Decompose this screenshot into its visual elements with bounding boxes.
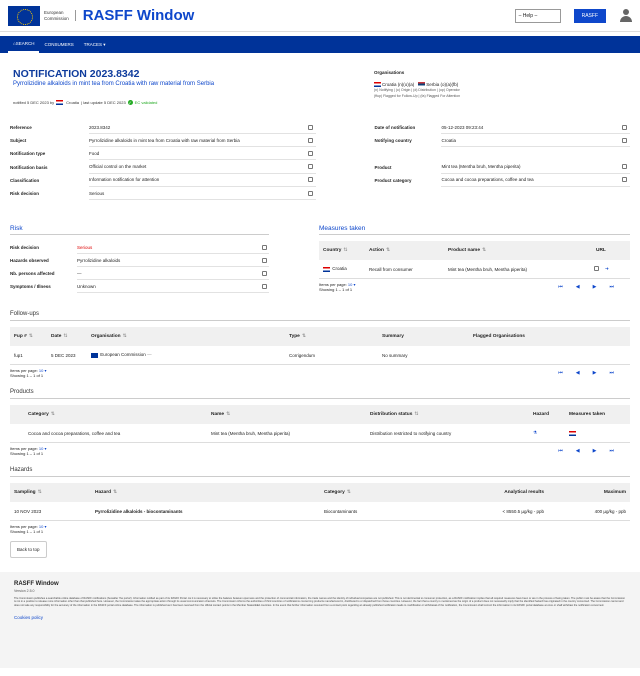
table-row[interactable]: Cocoa and cocoa preparations, coffee and tea Mint tea (Mentha bruh, Mentha piperita) Distribution restricted to notifying country ⚗ xyxy=(10,424,630,443)
prev-page-icon[interactable]: ◀ xyxy=(575,370,580,377)
table-row: Croatia Recall from consumer Mint tea (Mentha bruh, Mentha piperita) ➜ xyxy=(319,260,630,279)
last-page-icon[interactable]: ⏭ xyxy=(609,448,614,455)
next-page-icon[interactable]: ▶ xyxy=(592,370,597,377)
nav-traces[interactable]: TRACES ▾ xyxy=(83,41,106,47)
external-link-icon[interactable]: ➜ xyxy=(605,266,609,272)
prev-page-icon[interactable]: ◀ xyxy=(575,448,580,455)
serbia-flag-icon xyxy=(418,82,425,87)
copy-icon[interactable] xyxy=(308,125,313,130)
sort-icon[interactable]: ⇅ xyxy=(50,412,55,418)
sort-icon[interactable]: ⇅ xyxy=(482,248,487,254)
last-page-icon[interactable]: ⏭ xyxy=(609,370,614,377)
eu-flag-icon xyxy=(91,353,98,358)
nav-consumers[interactable]: CONSUMERS xyxy=(44,42,74,47)
cookies-policy-link[interactable]: Cookies policy xyxy=(14,615,44,621)
eu-logo xyxy=(8,6,40,26)
first-page-icon[interactable]: ⏮ xyxy=(558,448,563,455)
table-row[interactable]: 10 NOV 2023 Pyrrolizidine alkaloids - biocontaminants Biocontaminants < 8550.5 µg/kg - ppb 400 µg/kg - ppb xyxy=(10,502,630,521)
table-row[interactable]: fup1 5 DEC 2023 European Commission — Corrigendum No summary xyxy=(10,346,630,365)
footer: RASFF Window Version 2.5.0 The Commission publishes a searchable online database of RASFF notifications (hereafter 'the portal'). Information notified as part of its RASFF Portal. As it is necessary to strike the balance between openness and the protection of commercial information, the trade names and the identity of individual companies are not published. This is not detrimental to consumer protection, as a RASFF notification implies that all required measures have been or are in the process of being taken. The public must be aware that the Commission is not in a position to release more information other than that published here. However, the Commission takes the appropriate action through its usual communication channels. The Commission informs the authorities of third countries of notifications concerning products manufactured in, distributed to or dispatched from those countries. However, the fact that a country is mentioned as the origin of a product does not necessarily imply that the identified hazard has originated in the country concerned. The Commission cannot and does not take any responsibility for the accuracy of the information in the RASFF portal online database. The information is published as it has been received from the official contact points in the Member States/EEA countries. In the event that further information received from a contact point regarding an already published notification leads to modification or withdrawal of the notification, the Commission shall correct the information in its RASFF portal database at once or shall withdraw the notification concerned. Cookies policy xyxy=(0,572,640,668)
sort-icon[interactable]: ⇅ xyxy=(28,334,33,340)
back-to-top-button[interactable]: Back to top xyxy=(10,541,47,558)
copy-icon[interactable] xyxy=(308,164,313,169)
measures-panel: Measures taken Country ⇅ Action ⇅ Product name ⇅ URL Croatia Recall from consumer Mint tea (Mentha bruh, Mentha piperita) ➜ Items per page: 10 ▾ Showing 1 – 1 of 1 ⏮ ◀ ▶ ⏭ xyxy=(319,223,630,293)
sort-icon[interactable]: ⇅ xyxy=(63,334,68,340)
main-nav xyxy=(0,36,640,53)
items-per-page-select[interactable]: 10 ▾ xyxy=(347,282,356,288)
sort-icon[interactable]: ⇅ xyxy=(113,490,118,496)
copy-icon[interactable] xyxy=(308,177,313,182)
hazards-title: Hazards xyxy=(10,462,630,477)
copy-icon[interactable] xyxy=(262,271,267,276)
rasff-button[interactable]: RASFF xyxy=(574,9,606,23)
pagination: Items per page: 10 ▾ Showing 1 – 1 of 1 ⏮ ◀ ▶ ⏭ xyxy=(10,446,614,457)
first-page-icon[interactable]: ⏮ xyxy=(558,370,563,377)
next-page-icon[interactable]: ▶ xyxy=(592,448,597,455)
copy-icon[interactable] xyxy=(622,177,627,182)
organisations-panel: Organisations Croatia (n)(o)(a) Serbia (o)(a)(fb) (n) Notifying | (o) Origin | (d) Distribution | (op) Operator (ffup) Flagged for Follow-Up | (fa) Flagged For Attention xyxy=(374,70,461,98)
app-header xyxy=(0,0,640,32)
copy-icon[interactable] xyxy=(622,125,627,130)
copy-icon[interactable] xyxy=(594,266,599,271)
left-fields: Reference 2023.8342 Subject Pyrrolizidine alkaloids in mint tea from Croatia with raw material from Serbia Notification type Food Notification basis Official control on the market Classification Information notification for attention Risk decision Serious xyxy=(10,121,316,200)
followups-title: Follow-ups xyxy=(10,306,630,321)
notification-title: NOTIFICATION 2023.8342 xyxy=(13,68,140,80)
notification-meta: notified 5 DEC 2023 by Croatia | last update 5 DEC 2023 ✓ EC validated xyxy=(13,100,158,105)
app-title: RASFF Window xyxy=(82,7,195,24)
croatia-flag-icon xyxy=(56,100,63,105)
prev-page-icon[interactable]: ◀ xyxy=(575,284,580,291)
sort-icon[interactable]: ⇅ xyxy=(122,334,127,340)
pagination: Items per page: 10 ▾ Showing 1 – 1 of 1 ⏮ ◀ ▶ ⏭ xyxy=(10,368,614,379)
nav-search[interactable]: ⌂ SEARCH xyxy=(8,36,39,53)
copy-icon[interactable] xyxy=(622,164,627,169)
eu-label: European Commission xyxy=(44,10,76,21)
sort-icon[interactable]: ⇅ xyxy=(414,412,419,418)
sort-icon[interactable]: ⇅ xyxy=(226,412,231,418)
copy-icon[interactable] xyxy=(262,245,267,250)
items-per-page-select[interactable]: 10 ▾ xyxy=(38,524,47,530)
right-fields: Date of notification 05-12-2023 09:23:44 Notifying country Croatia Product Mint tea (Mentha bruh, Mentha piperita) Product category Cocoa and cocoa preparations, coffee and tea xyxy=(374,121,630,200)
copy-icon[interactable] xyxy=(308,138,313,143)
risk-panel: Risk Risk decision Serious Hazards observed Pyrrolizidine alkaloids Nb. persons affected — Symptoms / Illness Unknown xyxy=(10,223,269,293)
sort-icon[interactable]: ⇅ xyxy=(301,334,306,340)
first-page-icon[interactable]: ⏮ xyxy=(558,284,563,291)
sort-icon[interactable]: ⇅ xyxy=(346,490,351,496)
help-select[interactable]: – Help – xyxy=(515,9,561,23)
followups-table: Fup # ⇅ Date ⇅ Organisation ⇅ Type ⇅ Summary Flagged Organisations fup1 5 DEC 2023 European Commission — Corrigendum No summary Items per page: 10 ▾ Showing 1 – 1 of 1 ⏮ ◀ ▶ ⏭ xyxy=(10,327,630,378)
sort-icon[interactable]: ⇅ xyxy=(385,248,390,254)
notification-subtitle: Pyrrolizidine alkaloids in mint tea from Croatia with raw material from Serbia xyxy=(13,81,215,87)
sort-icon[interactable]: ⇅ xyxy=(343,248,348,254)
hazards-table: Sampling ⇅ Hazard ⇅ Category ⇅ Analytical results Maximum 10 NOV 2023 Pyrrolizidine alkaloids - biocontaminants Biocontaminants < 8550.5 µg/kg - ppb 400 µg/kg - ppb Items per page: 10 ▾ Showing 1 – 1 of 1 xyxy=(10,483,630,534)
products-title: Products xyxy=(10,384,630,399)
copy-icon[interactable] xyxy=(622,138,627,143)
copy-icon[interactable] xyxy=(308,151,313,156)
products-table: Category ⇅ Name ⇅ Distribution status ⇅ Hazard Measures taken Cocoa and cocoa preparations, coffee and tea Mint tea (Mentha bruh, Mentha piperita) Distribution restricted to notifying country ⚗ Items per page: 10 ▾ Showing 1 – 1 of 1 ⏮ ◀ ▶ ⏭ xyxy=(10,405,630,456)
next-page-icon[interactable]: ▶ xyxy=(592,284,597,291)
hazard-icon[interactable]: ⚗ xyxy=(533,430,538,436)
croatia-flag-icon xyxy=(569,431,576,436)
check-icon: ✓ xyxy=(128,100,132,105)
copy-icon[interactable] xyxy=(262,258,267,263)
sort-icon[interactable]: ⇅ xyxy=(37,490,42,496)
croatia-flag-icon xyxy=(374,82,381,87)
home-icon: ⌂ xyxy=(13,41,16,46)
croatia-flag-icon xyxy=(323,267,330,272)
pagination: Items per page: 10 ▾ Showing 1 – 1 of 1 ⏮ ◀ ▶ ⏭ xyxy=(319,282,614,293)
pagination: Items per page: 10 ▾ Showing 1 – 1 of 1 xyxy=(10,524,47,535)
copy-icon[interactable] xyxy=(308,191,313,196)
copy-icon[interactable] xyxy=(262,284,267,289)
items-per-page-select[interactable]: 10 ▾ xyxy=(38,446,47,452)
user-icon[interactable] xyxy=(620,9,632,22)
items-per-page-select[interactable]: 10 ▾ xyxy=(38,368,47,374)
last-page-icon[interactable]: ⏭ xyxy=(609,284,614,291)
